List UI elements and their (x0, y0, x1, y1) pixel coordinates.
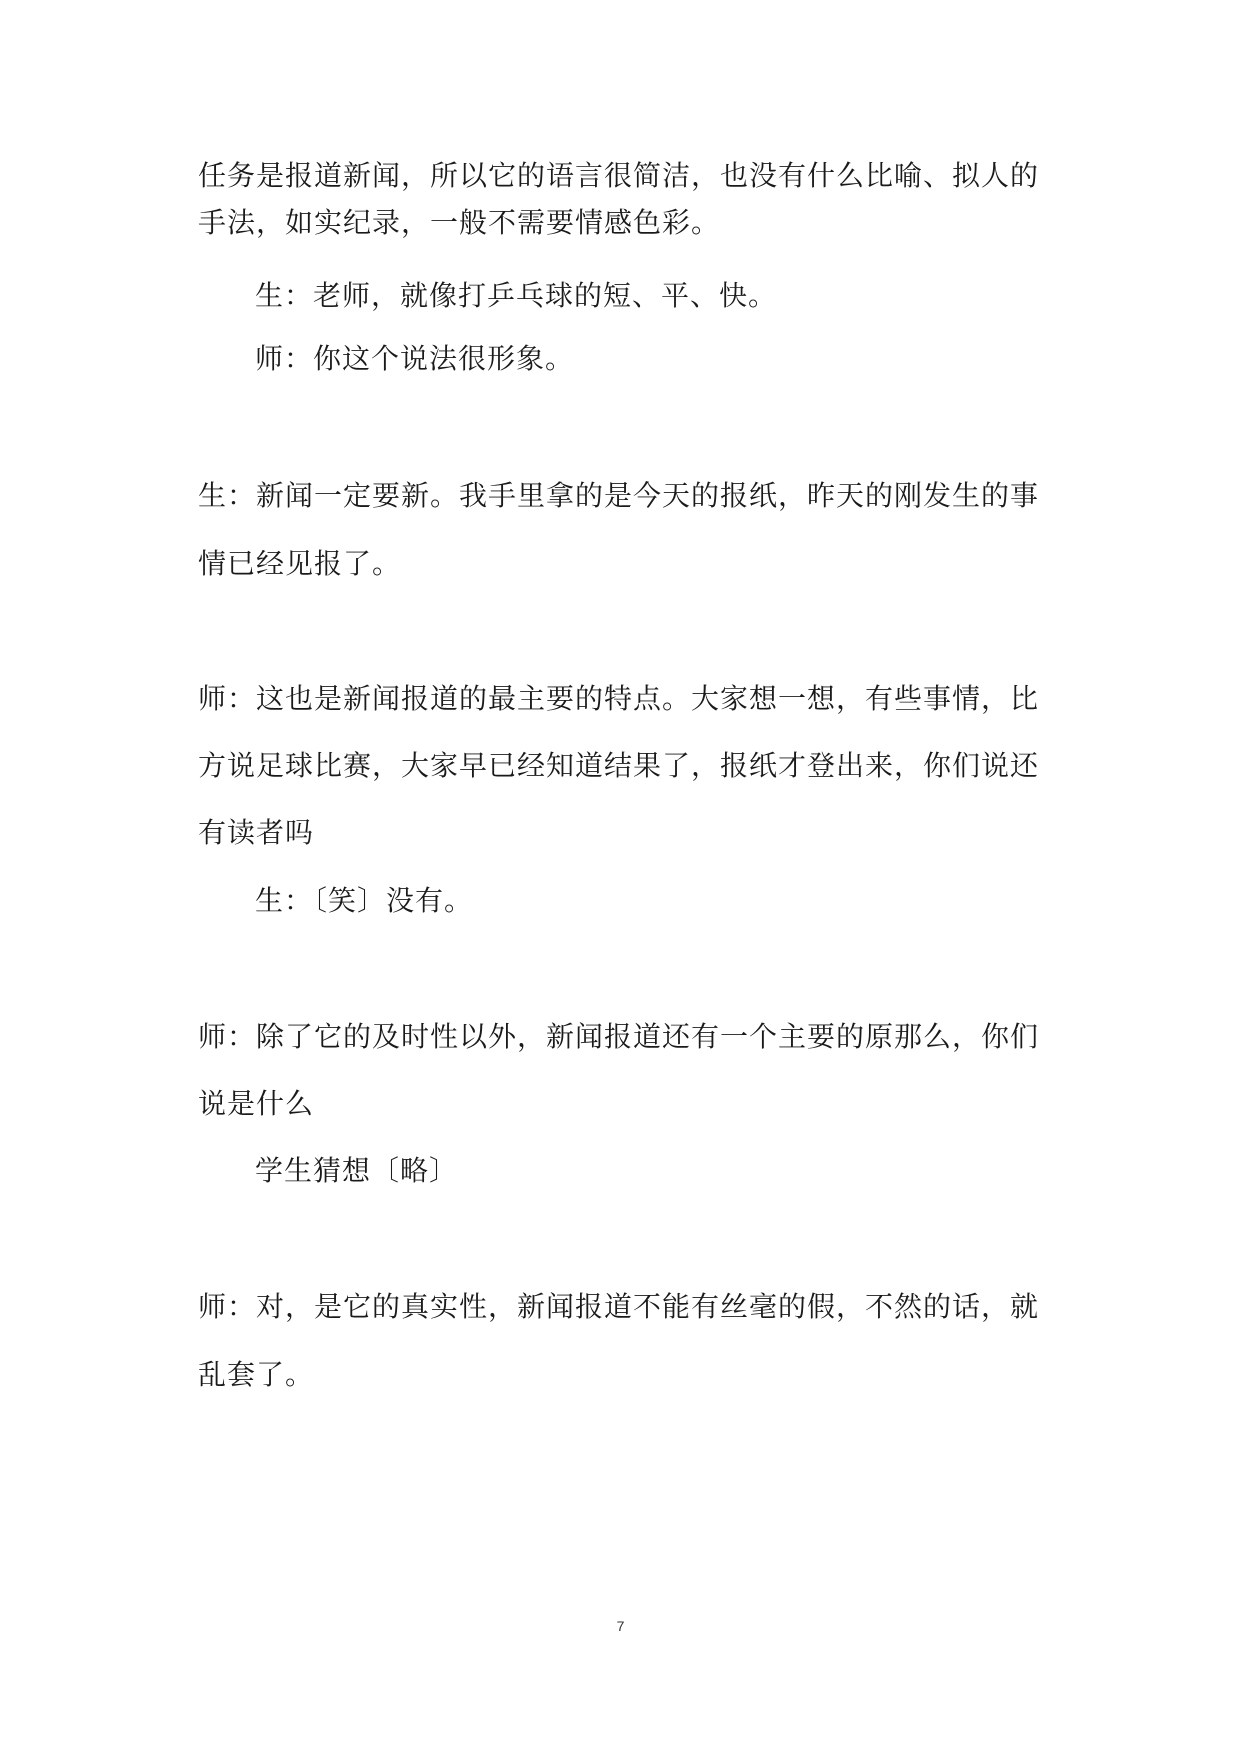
dialogue-line: 师：对，是它的真实性，新闻报道不能有丝毫的假，不然的话，就 (198, 1290, 1040, 1323)
dialogue-line: 生：〔笑〕没有。 (255, 884, 474, 917)
page-number: 7 (616, 1618, 625, 1634)
dialogue-line: 生：新闻一定要新。我手里拿的是今天的报纸，昨天的刚发生的事 (198, 479, 1040, 512)
dialogue-line: 师：除了它的及时性以外，新闻报道还有一个主要的原那么，你们 (198, 1020, 1040, 1053)
paragraph-line: 说是什么 (198, 1087, 315, 1120)
dialogue-line: 生：老师，就像打乒乓球的短、平、快。 (255, 279, 778, 312)
paragraph-line: 手法，如实纪录，一般不需要情感色彩。 (198, 206, 721, 239)
paragraph-line: 乱套了。 (198, 1358, 315, 1391)
dialogue-line: 师：你这个说法很形象。 (255, 342, 575, 375)
paragraph-line: 任务是报道新闻，所以它的语言很简洁，也没有什么比喻、拟人的 (198, 159, 1040, 192)
paragraph-line: 情已经见报了。 (198, 547, 402, 580)
dialogue-line: 学生猜想〔略〕 (255, 1154, 459, 1187)
paragraph-line: 方说足球比赛，大家早已经知道结果了，报纸才登出来，你们说还 (198, 749, 1040, 782)
dialogue-line: 师：这也是新闻报道的最主要的特点。大家想一想，有些事情，比 (198, 682, 1040, 715)
paragraph-line: 有读者吗 (198, 816, 315, 849)
